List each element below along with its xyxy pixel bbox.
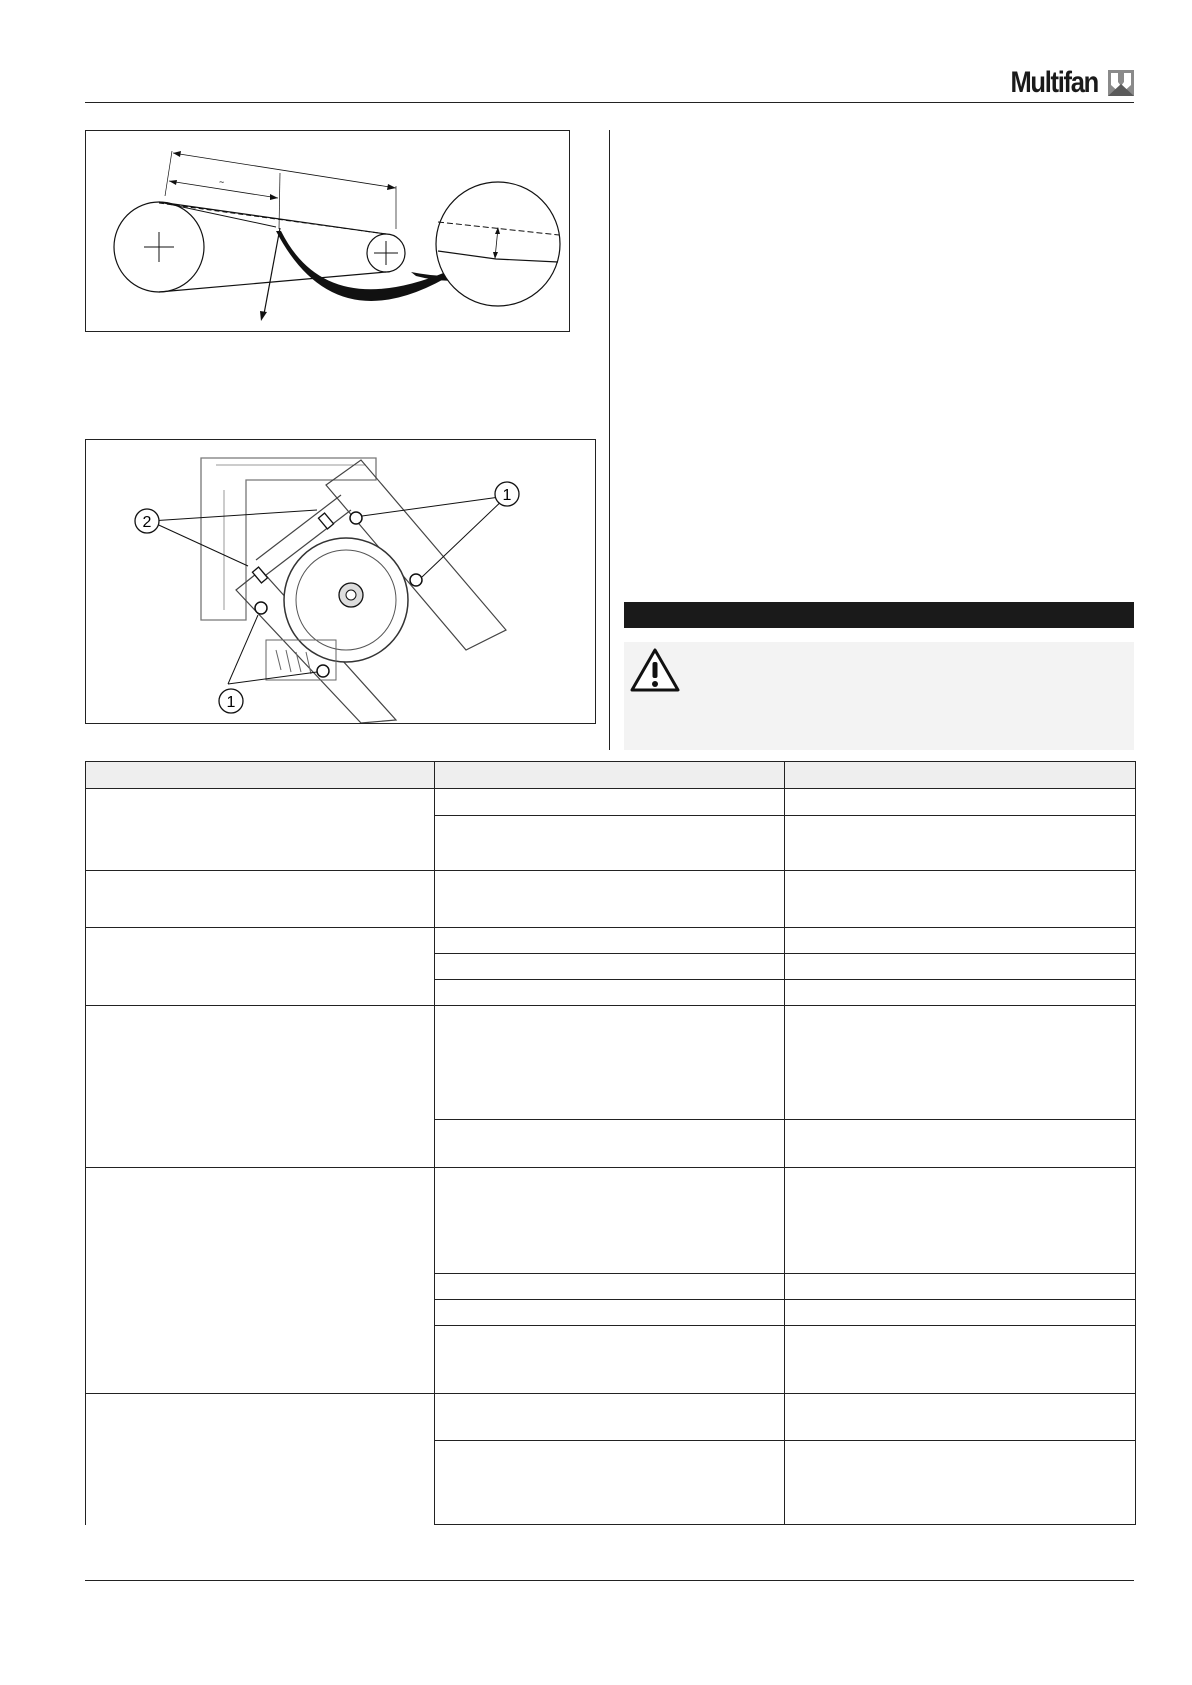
troubleshooting-table (85, 761, 1136, 1525)
problem-cell (86, 928, 435, 1006)
cause-cell (435, 1274, 785, 1300)
motor-mount-figure (85, 439, 596, 724)
table-row (86, 1006, 1136, 1120)
header-cell-solution (785, 762, 1136, 789)
belt-tension-diagram (86, 131, 569, 331)
belt-tension-figure (85, 130, 570, 332)
multifan-arrow-icon (1108, 70, 1134, 96)
cause-cell (435, 871, 785, 928)
solution-cell (785, 1394, 1136, 1441)
cause-cell (435, 954, 785, 980)
footer-divider (85, 1580, 1134, 1581)
problem-cell (86, 1394, 435, 1525)
table-row (86, 1394, 1136, 1441)
cause-cell (435, 1120, 785, 1168)
solution-cell (785, 871, 1136, 928)
table-row (86, 871, 1136, 928)
solution-cell (785, 1006, 1136, 1120)
cause-cell (435, 1326, 785, 1394)
problem-cell (86, 1168, 435, 1394)
brand-logo (995, 66, 1134, 100)
cause-cell (435, 928, 785, 954)
callout-2: 2 (142, 514, 152, 531)
table-row (86, 1168, 1136, 1274)
solution-cell (785, 1120, 1136, 1168)
cause-cell (435, 816, 785, 871)
solution-cell (785, 1274, 1136, 1300)
column-divider (609, 130, 610, 750)
brand-name: Multifan (1010, 66, 1098, 99)
callout-1-bottom: 1 (226, 694, 236, 711)
solution-cell (785, 954, 1136, 980)
solution-cell (785, 1168, 1136, 1274)
table-header-row (86, 762, 1136, 789)
solution-cell (785, 1441, 1136, 1525)
cause-cell (435, 980, 785, 1006)
table-row (86, 928, 1136, 954)
warning-box (624, 642, 1134, 750)
cause-cell (435, 1168, 785, 1274)
measure-label: ~ (219, 177, 225, 187)
cause-cell (435, 789, 785, 816)
solution-cell (785, 816, 1136, 871)
callout-1-top: 1 (502, 487, 512, 504)
cause-cell (435, 1441, 785, 1525)
cause-cell (435, 1394, 785, 1441)
section-header-bar (624, 602, 1134, 628)
solution-cell (785, 789, 1136, 816)
solution-cell (785, 1326, 1136, 1394)
solution-cell (785, 1300, 1136, 1326)
header-divider (85, 102, 1134, 103)
warning-triangle-icon (628, 646, 682, 694)
header-cell-cause (435, 762, 785, 789)
cause-cell (435, 1300, 785, 1326)
problem-cell (86, 789, 435, 871)
cause-cell (435, 1006, 785, 1120)
solution-cell (785, 980, 1136, 1006)
motor-mount-diagram (86, 440, 595, 723)
problem-cell (86, 1006, 435, 1168)
table-row (86, 789, 1136, 816)
solution-cell (785, 928, 1136, 954)
problem-cell (86, 871, 435, 928)
header-cell-problem (86, 762, 435, 789)
